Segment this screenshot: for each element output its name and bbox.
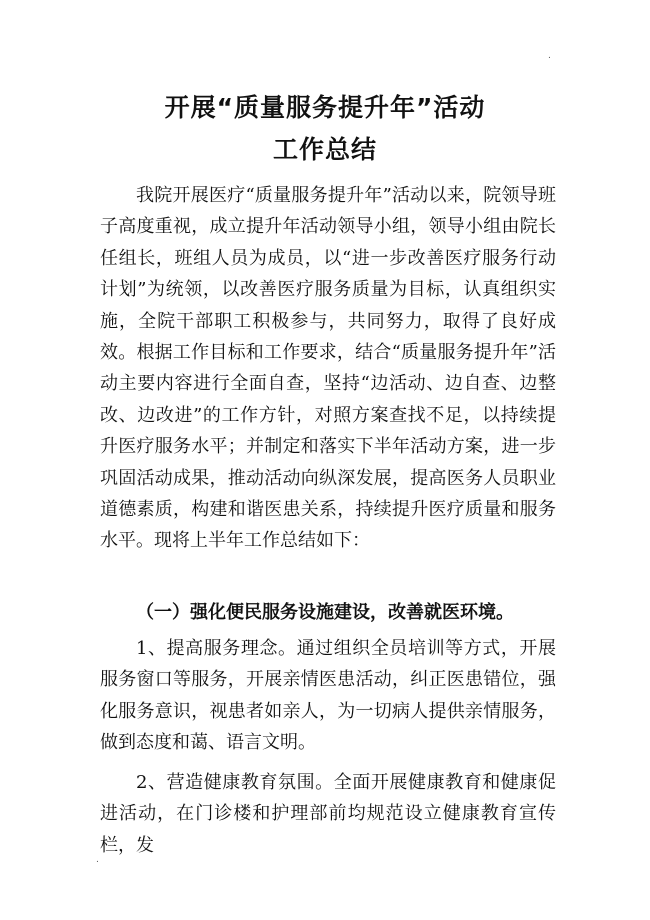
item-1-paragraph: 1、提高服务理念。通过组织全员培训等方式，开展服务窗口等服务，开展亲情医患活动，纠正医患错位，强化服务意识，视患者如亲人，为一切病人提供亲情服务，做到态度和蔼、语言文明。 [100,638,556,754]
item-2-block [100,767,556,861]
intro-paragraph-block [100,180,556,557]
item-1-block [100,633,556,759]
item-2-paragraph: 2、营造健康教育氛围。全面开展健康教育和健康促进活动，在门诊楼和护理部前均规范设立健康教育宣传栏，发 [100,772,556,856]
top-dot-mark: . [548,51,551,61]
document-title: 开展“质量服务提升年”活动 [164,93,486,122]
intro-paragraph: 我院开展医疗“质量服务提升年”活动以来，院领导班子高度重视，成立提升年活动领导小组，领导小组由院长任组长，班组人员为成员，以“进一步改善医疗服务行动计划”为统领，以改善医疗服务质量为目标，认真组织实施，全院干部职工积极参与，共同努力，取得了良好成效。根据工作目标和工作要求，结合“质量服务提升年”活动主要内容进行全面自查，坚持“边活动、边自查、边整改、边改进”的工作方针，对照方案查找不足，以持续提升医疗服务水平；并制定和落实下半年活动方案，进一步巩固活动成果，推动活动向纵深发展，提高医务人员职业道德素质，构建和谐医患关系，持续提升医疗质量和服务水平。现将上半年工作总结如下： [100,185,556,552]
section-heading: （一）强化便民服务设施建设，改善就医环境。 [136,602,514,623]
bottom-dot-mark: . [96,855,99,865]
document-subtitle: 工作总结 [272,135,377,164]
